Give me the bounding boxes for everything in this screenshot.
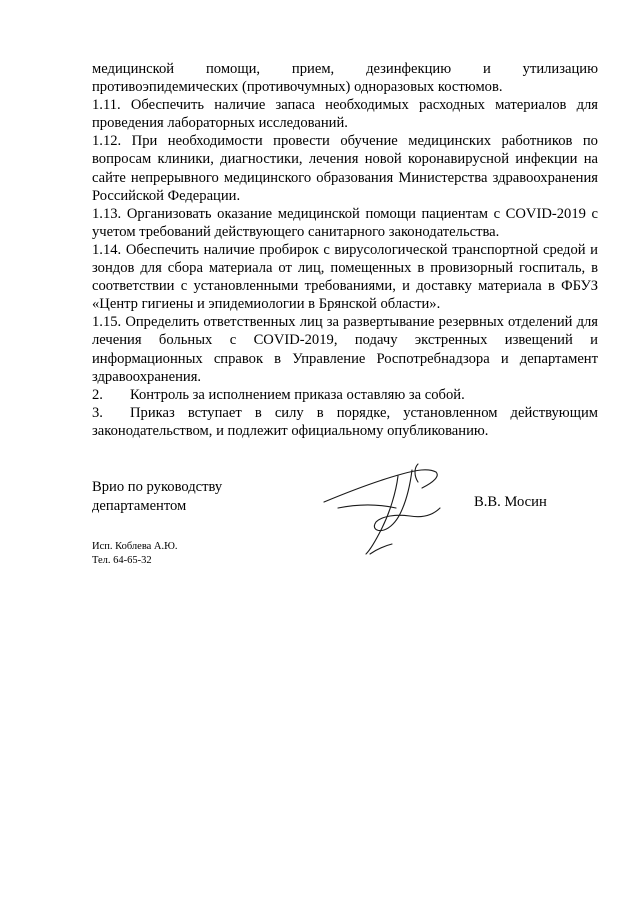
item-number: 1.11. <box>92 97 121 114</box>
executor-name: Исп. Коблева А.Ю. <box>92 541 178 552</box>
order-item-3 <box>92 404 598 440</box>
continuation-line-2: противоэпидемических (противочумных) одноразовых костюмов. <box>92 79 503 96</box>
item-text: Обеспечить наличие пробирок с вирусологической транспортной средой и зондов для сбора материала от лиц, помещенных в провизорный госпиталь, в соответствии с установленными требованиями, и доставку материала в ФБУЗ «Центр гигиены и эпидемиологии в Брянской области». <box>92 241 598 313</box>
order-item-1-11 <box>92 96 598 132</box>
item-text: Контроль за исполнением приказа оставляю за собой. <box>130 386 465 403</box>
handwritten-signature <box>318 458 450 558</box>
item-text: Обеспечить наличие запаса необходимых расходных материалов для проведения лабораторных исследований. <box>92 97 598 132</box>
order-item-1-14 <box>92 241 598 313</box>
position-line-1: Врио по руководству <box>92 479 223 495</box>
item-text: Организовать оказание медицинской помощи пациентам с COVID-2019 с учетом требований действующего санитарного законодательства. <box>92 205 599 240</box>
signatory-name: В.В. Мосин <box>474 494 547 510</box>
order-item-1-15 <box>92 313 598 385</box>
position-line-2: департаментом <box>92 497 187 514</box>
item-text: Приказ вступает в силу в порядке, установленном действующим законодательством, и подлежит официальному опубликованию. <box>92 404 598 439</box>
item-text: При необходимости провести обучение медицинских работников по вопросам клиники, диагностики, лечения новой коронавирусной инфекции на сайте непрерывного медицинского образования Министерства здравоохранения Российской Федерации. <box>92 133 598 204</box>
order-item-1-13 <box>92 205 598 241</box>
item-number: 1.13. <box>92 205 122 222</box>
executor-info <box>92 540 178 568</box>
order-item-1-12 <box>92 132 598 204</box>
order-item-2 <box>92 386 598 404</box>
order-body <box>92 60 598 440</box>
item-text: Определить ответственных лиц за развертывание резервных отделений для лечения больных с COVID-2019, подачу экстренных извещений и информационных справок в Управление Роспотребнадзора и департамент здравоохранения. <box>92 314 598 385</box>
executor-phone: Тел. 64-65-32 <box>92 555 152 566</box>
item-number: 1.14. <box>92 241 122 258</box>
item-number: 3. <box>92 404 103 421</box>
item-number: 2. <box>92 386 103 403</box>
item-number: 1.15. <box>92 314 122 331</box>
signatory-position <box>92 478 222 515</box>
continuation-line-1: медицинской помощи, прием, дезинфекцию и утилизацию <box>92 61 598 77</box>
item-number: 1.12. <box>92 133 122 150</box>
